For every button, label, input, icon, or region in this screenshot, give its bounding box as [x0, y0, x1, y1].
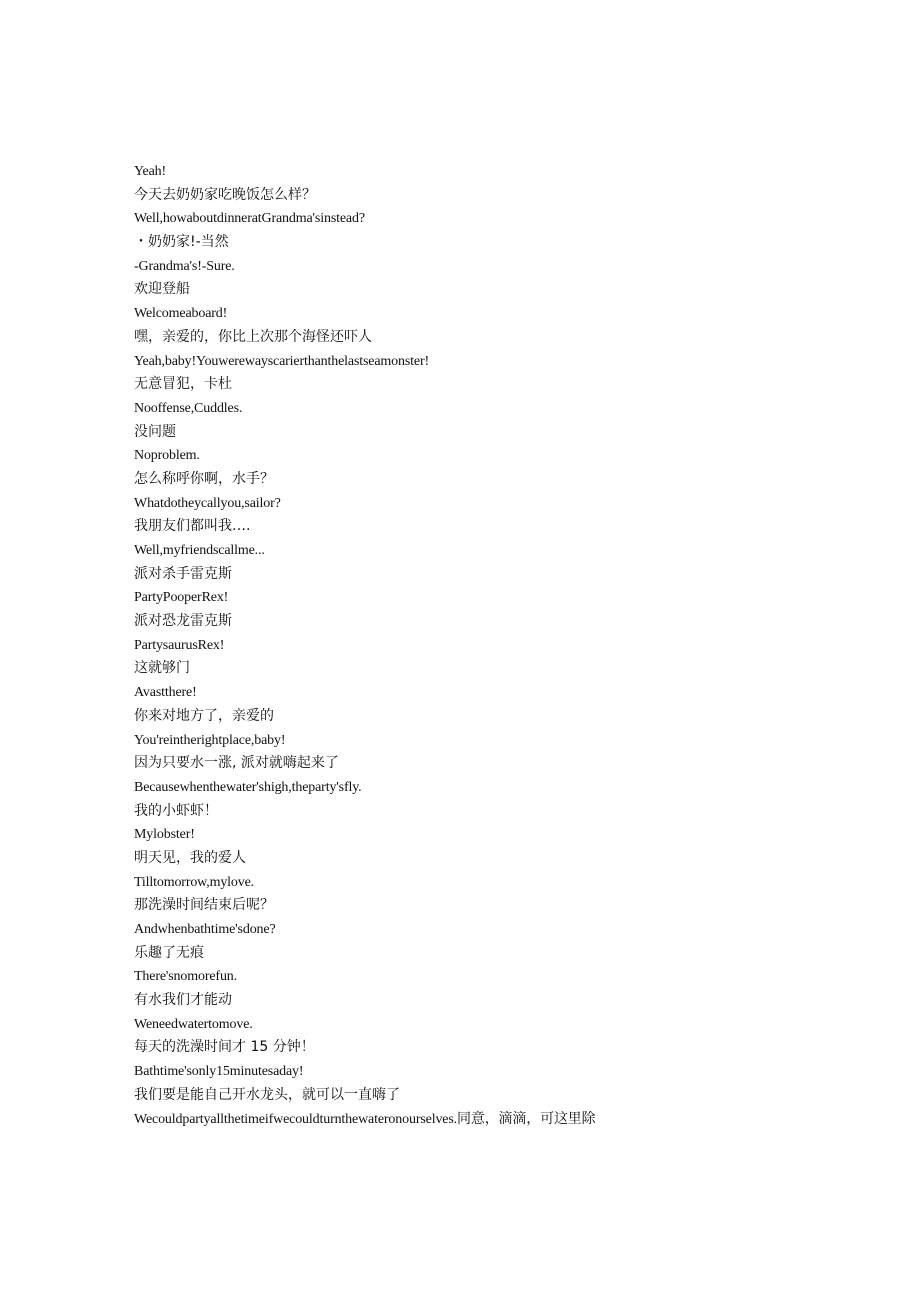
text-line: Noproblem. [134, 448, 200, 464]
text-line: 派对恐龙雷克斯 [134, 613, 232, 630]
text-line: 我的小虾虾！ [134, 802, 218, 819]
text-line: 我朋友们都叫我…. [134, 518, 251, 535]
text-line: PartysaurusRex! [134, 637, 225, 653]
text-line: There'snomorefun. [134, 969, 237, 985]
text-line: -Grandma's!-Sure. [134, 258, 235, 274]
text-line: 欢迎登船 [134, 281, 190, 298]
text-line: You'reintherightplace,baby! [134, 732, 286, 748]
text-line: 因为只要水一涨, 派对就嗨起来了 [134, 755, 339, 772]
text-line: Wecouldpartyallthetimeifwecouldturnthewateronourselves.同意，滴滴，可这里除 [134, 1111, 596, 1127]
text-line: ・奶奶家!-当然 [134, 234, 229, 251]
text-line: Yeah! [134, 164, 167, 179]
text-line: Nooffense,Cuddles. [134, 400, 243, 416]
text-line: PartyPooperRex! [134, 590, 229, 606]
text-line: 那洗澡时间结束后呢？ [134, 897, 274, 914]
text-line: Well,myfriendscallme... [134, 543, 265, 558]
text-line: 你来对地方了，亲爱的 [134, 707, 274, 724]
text-line: 今天去奶奶家吃晚饭怎么样？ [134, 186, 316, 203]
text-line: Weneedwatertomove. [134, 1016, 253, 1032]
text-line: Mylobster! [134, 827, 195, 843]
text-line: 有水我们才能动 [134, 992, 232, 1009]
text-line: 我们要是能自己开水龙头，就可以一直嗨了 [134, 1086, 400, 1103]
text-line: 嘿，亲爱的，你比上次那个海怪还吓人 [134, 328, 372, 345]
text-line: Tilltomorrow,mylove. [134, 874, 255, 890]
text-line: Well,howaboutdinneratGrandma'sinstead? [134, 211, 365, 227]
text-line: Andwhenbathtime'sdone? [134, 922, 276, 937]
text-line: 没问题 [134, 423, 176, 440]
text-line: 明天见，我的爱人 [134, 849, 246, 866]
text-line: Yeah,baby!Youwerewayscarierthanthelastseamonster! [134, 353, 429, 369]
text-line: Whatdotheycallyou,sailor? [134, 495, 281, 511]
text-line: 怎么称呼你啊，水手？ [134, 470, 274, 487]
subtitle-transcript [134, 160, 834, 1131]
text-line: Avastthere! [134, 685, 197, 701]
text-line: 这就够门 [134, 660, 190, 677]
text-line: Becausewhenthewater'shigh,theparty'sfly. [134, 779, 362, 795]
text-line: 无意冒犯，卡杜 [134, 376, 232, 393]
text-line: Welcomeaboard! [134, 306, 228, 322]
text-line: 派对杀手雷克斯 [134, 565, 232, 582]
text-line: Bathtime'sonly15minutesaday! [134, 1064, 304, 1080]
text-line: 每天的洗澡时间才 15 分钟！ [134, 1039, 315, 1056]
text-line: 乐趣了无痕 [134, 944, 204, 961]
